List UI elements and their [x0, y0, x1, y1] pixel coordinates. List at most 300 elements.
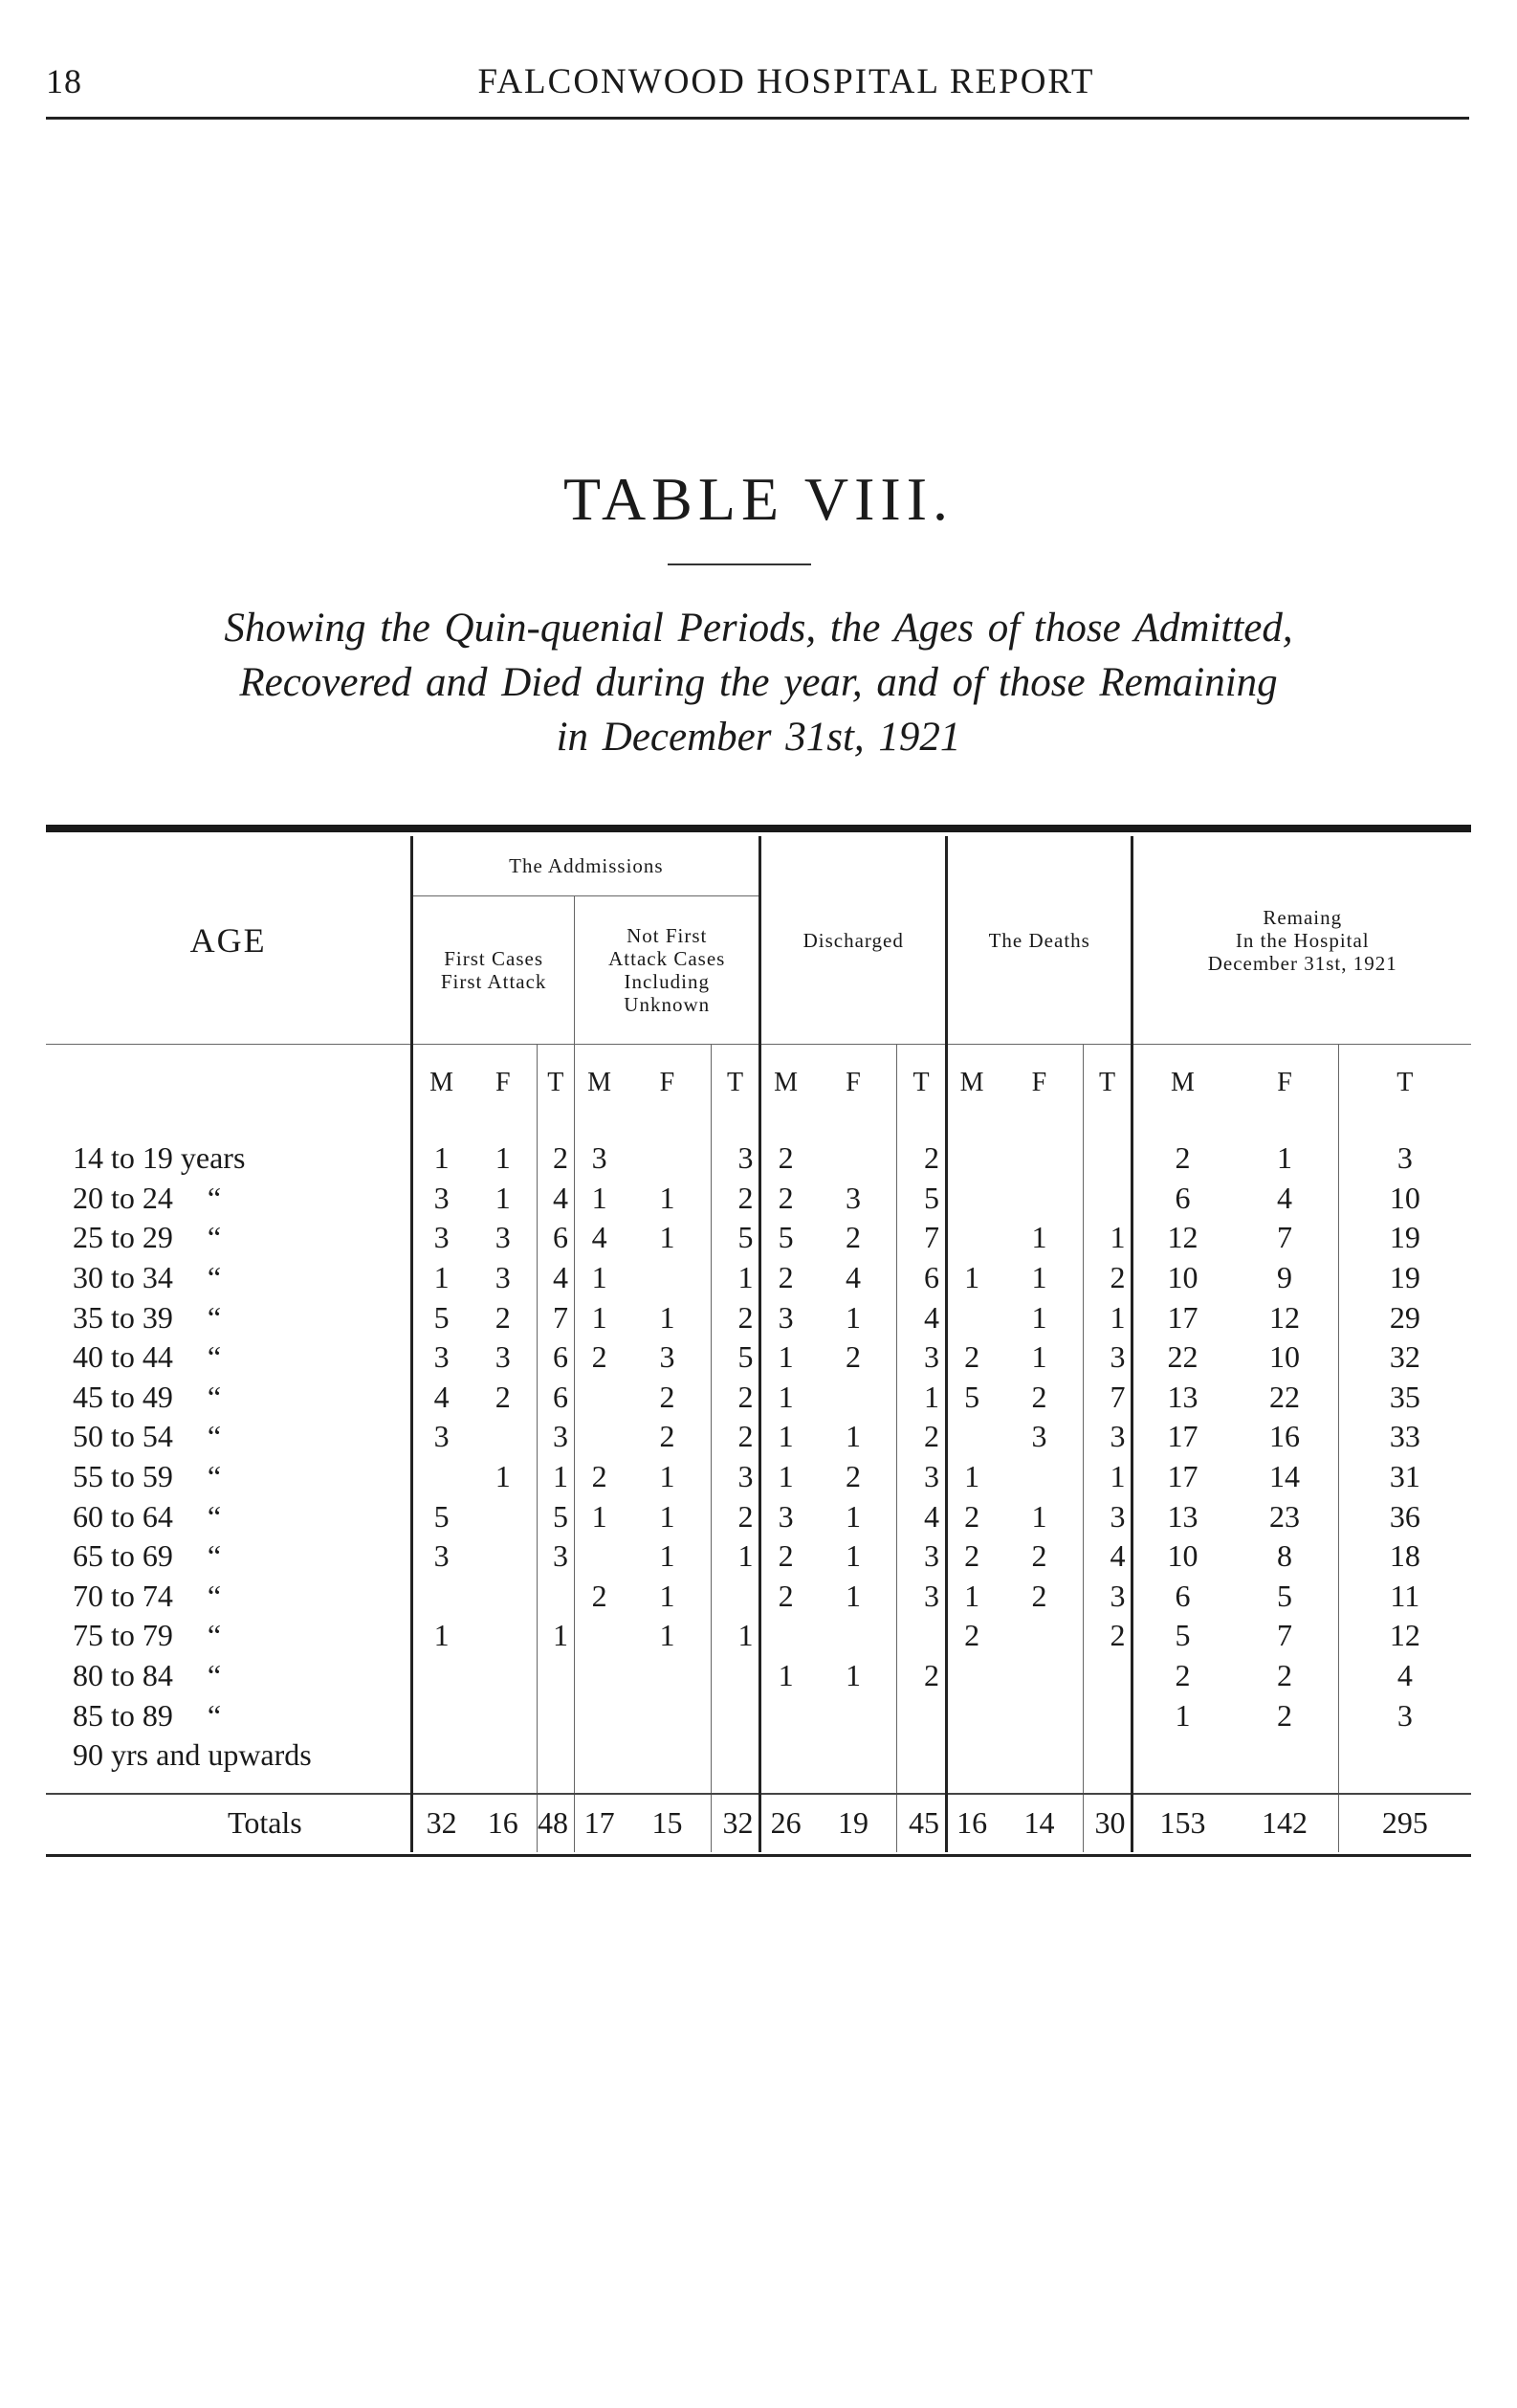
cell-notfirst-m	[574, 1695, 624, 1735]
cell-notfirst-m: 1	[574, 1496, 624, 1536]
age-cell	[46, 1656, 412, 1696]
cell-deaths-m	[946, 1656, 996, 1696]
cell-deaths-t: 30	[1083, 1794, 1132, 1852]
cell-remaining-m: 2	[1132, 1656, 1231, 1696]
cell-first-t: 6	[537, 1218, 574, 1258]
ditto-mark: “	[207, 1697, 222, 1733]
cell-deaths-t: 3	[1083, 1577, 1132, 1617]
table-row	[46, 1577, 1471, 1617]
cell-first-f: 1	[495, 1459, 511, 1494]
cell-notfirst-m	[574, 1735, 624, 1776]
table-row	[46, 1179, 1471, 1219]
cell-discharged-f: 1	[845, 1658, 861, 1693]
col-t: T	[537, 1045, 574, 1122]
cell-remaining-f: 16	[1269, 1419, 1301, 1454]
col-t: T	[1338, 1045, 1471, 1122]
col-t: T	[711, 1045, 760, 1122]
cell-deaths-f: 1	[1031, 1339, 1047, 1375]
cell-discharged-f	[810, 1138, 897, 1179]
cell-remaining-m: 2	[1132, 1138, 1231, 1179]
cell-deaths-t	[1083, 1656, 1132, 1696]
cell-first-t: 7	[537, 1297, 574, 1337]
age-range: 14 to 19 years	[73, 1140, 246, 1176]
cell-notfirst-f: 15	[624, 1794, 711, 1852]
cell-first-m: 5	[412, 1496, 470, 1536]
cell-remaining-m: 1	[1132, 1695, 1231, 1735]
cell-notfirst-f: 2	[659, 1419, 675, 1454]
cell-deaths-m: 1	[946, 1457, 996, 1497]
cell-remaining-m: 17	[1132, 1457, 1231, 1497]
cell-first-m: 1	[412, 1616, 470, 1656]
ditto-mark: “	[207, 1260, 222, 1295]
cell-first-m: 3	[412, 1218, 470, 1258]
cell-first-f	[470, 1695, 537, 1735]
cell-deaths-f: 3	[1031, 1419, 1047, 1454]
cell-first-f: 16	[470, 1794, 537, 1852]
title-rule	[668, 563, 811, 565]
cell-first-t: 48	[537, 1794, 574, 1852]
ditto-mark: “	[207, 1339, 222, 1375]
col-m: M	[412, 1045, 470, 1122]
col-f: F	[659, 1068, 675, 1097]
cell-remaining-t: 4	[1338, 1656, 1471, 1696]
ditto-mark: “	[207, 1459, 222, 1494]
age-range: 60 to 64	[73, 1498, 173, 1534]
cell-deaths-t: 1	[1083, 1297, 1132, 1337]
cell-discharged-m: 2	[760, 1179, 810, 1219]
remaining-header	[1132, 836, 1471, 1045]
cell-remaining-m: 10	[1132, 1258, 1231, 1298]
cell-notfirst-f: 2	[659, 1379, 675, 1414]
cell-remaining-f: 2	[1277, 1658, 1293, 1693]
cell-deaths-m: 2	[946, 1616, 996, 1656]
cell-first-f: 3	[495, 1339, 511, 1375]
cell-notfirst-t: 5	[711, 1218, 760, 1258]
table-row	[46, 1616, 1471, 1656]
table-row	[46, 1258, 1471, 1298]
cell-deaths-m	[946, 1179, 996, 1219]
table-row	[46, 1536, 1471, 1577]
cell-discharged-t	[897, 1735, 947, 1776]
age-cell	[46, 1378, 412, 1418]
cell-notfirst-f	[624, 1695, 711, 1735]
cell-remaining-t: 3	[1338, 1138, 1471, 1179]
cell-remaining-m: 13	[1132, 1378, 1231, 1418]
cell-remaining-t: 32	[1338, 1337, 1471, 1378]
cell-first-t: 3	[537, 1417, 574, 1457]
cell-first-f: 2	[495, 1299, 511, 1335]
cell-notfirst-m: 2	[574, 1457, 624, 1497]
cell-remaining-t: 18	[1338, 1536, 1471, 1577]
cell-remaining-f: 8	[1277, 1538, 1293, 1574]
cell-remaining-t: 36	[1338, 1496, 1471, 1536]
cell-remaining-m: 5	[1132, 1616, 1231, 1656]
cell-discharged-m: 3	[760, 1297, 810, 1337]
cell-remaining-f: 22	[1269, 1379, 1301, 1414]
cell-notfirst-f: 1	[659, 1459, 675, 1494]
cell-discharged-m: 1	[760, 1378, 810, 1418]
cell-deaths-m: 2	[946, 1496, 996, 1536]
age-cell	[46, 1218, 412, 1258]
cell-remaining-f: 1	[1277, 1140, 1293, 1176]
cell-discharged-t	[897, 1695, 947, 1735]
age-range: 50 to 54	[73, 1419, 173, 1454]
cell-notfirst-f: 1	[659, 1578, 675, 1613]
cell-remaining-m: 13	[1132, 1496, 1231, 1536]
cell-first-m	[412, 1695, 470, 1735]
cell-remaining-f: 5	[1277, 1578, 1293, 1613]
cell-deaths-f: 2	[1031, 1578, 1047, 1613]
group-header-row	[46, 836, 1471, 896]
cell-discharged-f: 4	[845, 1260, 861, 1295]
cell-remaining-f: 7	[1277, 1220, 1293, 1255]
cell-deaths-t: 2	[1083, 1258, 1132, 1298]
cell-first-t: 5	[537, 1496, 574, 1536]
cell-remaining-t: 35	[1338, 1378, 1471, 1418]
age-cell	[46, 1577, 412, 1617]
cell-deaths-t: 1	[1083, 1457, 1132, 1497]
cell-discharged-m	[760, 1695, 810, 1735]
age-range: 40 to 44	[73, 1339, 173, 1375]
cell-notfirst-t: 2	[711, 1378, 760, 1418]
cell-discharged-f	[810, 1378, 897, 1418]
cell-remaining-m: 12	[1132, 1218, 1231, 1258]
cell-first-f	[470, 1577, 537, 1617]
cell-discharged-t: 4	[897, 1297, 947, 1337]
cell-remaining-f: 14	[1269, 1459, 1301, 1494]
ditto-mark: “	[207, 1379, 222, 1414]
cell-discharged-t	[897, 1616, 947, 1656]
cell-first-t: 1	[537, 1616, 574, 1656]
table-title: TABLE VIII.	[562, 465, 955, 533]
cell-notfirst-t	[711, 1577, 760, 1617]
age-subheader-blank	[46, 1045, 412, 1122]
cell-first-t	[537, 1577, 574, 1617]
cell-discharged-f: 1	[845, 1538, 861, 1574]
cell-discharged-m: 2	[760, 1577, 810, 1617]
cell-first-f	[470, 1735, 537, 1776]
age-range: 65 to 69	[73, 1538, 173, 1574]
cell-remaining-m: 6	[1132, 1577, 1231, 1617]
cell-remaining-f: 2	[1277, 1697, 1293, 1733]
cell-first-m: 4	[412, 1378, 470, 1418]
cell-deaths-m	[946, 1695, 996, 1735]
table-row	[46, 1496, 1471, 1536]
cell-notfirst-f: 1	[659, 1498, 675, 1534]
cell-notfirst-t: 3	[711, 1457, 760, 1497]
cell-discharged-t: 2	[897, 1417, 947, 1457]
cell-first-t: 6	[537, 1378, 574, 1418]
not-first-header	[574, 896, 760, 1045]
cell-notfirst-f: 1	[659, 1538, 675, 1574]
cell-discharged-m: 1	[760, 1417, 810, 1457]
age-cell	[46, 1695, 412, 1735]
cell-remaining-t: 19	[1338, 1258, 1471, 1298]
spacer-row	[46, 1776, 1471, 1794]
cell-first-f: 3	[495, 1260, 511, 1295]
cell-first-f	[470, 1536, 537, 1577]
cell-discharged-t: 3	[897, 1536, 947, 1577]
cell-notfirst-f	[624, 1735, 711, 1776]
age-range: 45 to 49	[73, 1379, 173, 1414]
cell-notfirst-f	[624, 1258, 711, 1298]
ditto-mark: “	[207, 1538, 222, 1574]
age-range: 80 to 84	[73, 1658, 173, 1693]
col-f: F	[846, 1068, 861, 1097]
cell-deaths-m: 1	[946, 1258, 996, 1298]
not-first-line-2: Attack Cases	[608, 947, 726, 970]
cell-remaining-t	[1338, 1735, 1471, 1776]
ditto-mark: “	[207, 1419, 222, 1454]
cell-discharged-f: 1	[845, 1419, 861, 1454]
cell-discharged-t: 5	[897, 1179, 947, 1219]
cell-discharged-m: 2	[760, 1138, 810, 1179]
cell-notfirst-m	[574, 1417, 624, 1457]
cell-discharged-f: 19	[810, 1794, 897, 1852]
age-cell	[46, 1297, 412, 1337]
cell-remaining-m	[1132, 1735, 1231, 1776]
cell-first-f: 1	[495, 1140, 511, 1176]
table-row	[46, 1378, 1471, 1418]
cell-first-t: 3	[537, 1536, 574, 1577]
cell-notfirst-t	[711, 1735, 760, 1776]
cell-notfirst-t: 1	[711, 1616, 760, 1656]
age-range: 30 to 34	[73, 1260, 173, 1295]
col-t: T	[1083, 1045, 1132, 1122]
cell-first-m: 5	[412, 1297, 470, 1337]
cell-remaining-t: 33	[1338, 1417, 1471, 1457]
ditto-mark: “	[207, 1498, 222, 1534]
cell-discharged-t: 7	[897, 1218, 947, 1258]
cell-discharged-t: 45	[897, 1794, 947, 1852]
cell-first-t: 4	[537, 1258, 574, 1298]
not-first-line-1: Not First	[627, 924, 708, 947]
remaining-header-line-3: December 31st, 1921	[1207, 951, 1397, 975]
cell-first-t	[537, 1735, 574, 1776]
table-row	[46, 1138, 1471, 1179]
header-rule	[46, 117, 1469, 120]
cell-notfirst-t: 1	[711, 1536, 760, 1577]
age-cell	[46, 1337, 412, 1378]
admissions-header: The Addmissions	[412, 836, 760, 896]
cell-first-t: 6	[537, 1337, 574, 1378]
col-f: F	[1277, 1068, 1292, 1097]
cell-deaths-t: 3	[1083, 1417, 1132, 1457]
cell-notfirst-t: 5	[711, 1337, 760, 1378]
cell-first-m: 3	[412, 1179, 470, 1219]
cell-deaths-m	[946, 1417, 996, 1457]
cell-notfirst-f: 1	[659, 1618, 675, 1653]
first-cases-line-1: First Cases	[444, 947, 544, 970]
cell-deaths-t	[1083, 1735, 1132, 1776]
cell-discharged-f: 1	[845, 1498, 861, 1534]
running-title: FALCONWOOD HOSPITAL REPORT	[477, 62, 1095, 101]
cell-deaths-m: 2	[946, 1337, 996, 1378]
caption-line-2: Recovered and Died during the year, and of those Remaining	[239, 660, 1278, 705]
cell-deaths-t	[1083, 1695, 1132, 1735]
cell-deaths-t: 3	[1083, 1337, 1132, 1378]
cell-deaths-f	[996, 1179, 1083, 1219]
cell-first-m: 1	[412, 1138, 470, 1179]
cell-deaths-f	[996, 1138, 1083, 1179]
age-range: 70 to 74	[73, 1578, 173, 1613]
cell-notfirst-f: 1	[659, 1299, 675, 1335]
cell-remaining-t: 3	[1338, 1695, 1471, 1735]
cell-discharged-f: 2	[845, 1339, 861, 1375]
table-row	[46, 1457, 1471, 1497]
cell-notfirst-m	[574, 1656, 624, 1696]
cell-deaths-t: 3	[1083, 1496, 1132, 1536]
cell-notfirst-t: 2	[711, 1417, 760, 1457]
cell-first-f	[470, 1496, 537, 1536]
cell-notfirst-m: 2	[574, 1577, 624, 1617]
cell-notfirst-t: 32	[711, 1794, 760, 1852]
cell-notfirst-f	[624, 1138, 711, 1179]
age-range: 25 to 29	[73, 1220, 173, 1255]
cell-remaining-m: 22	[1132, 1337, 1231, 1378]
col-m: M	[946, 1045, 996, 1122]
cell-notfirst-t: 2	[711, 1496, 760, 1536]
cell-notfirst-f: 1	[659, 1220, 675, 1255]
cell-remaining-t: 19	[1338, 1218, 1471, 1258]
table-row	[46, 1337, 1471, 1378]
table-bottom-rule	[46, 1854, 1471, 1857]
cell-deaths-f: 2	[1031, 1379, 1047, 1414]
not-first-line-3: Including	[624, 970, 710, 993]
remaining-header-line-1: Remaing	[1263, 905, 1343, 929]
table-body	[46, 1121, 1471, 1852]
cell-notfirst-f	[624, 1656, 711, 1696]
cell-deaths-f	[996, 1616, 1083, 1656]
cell-discharged-f: 1	[845, 1578, 861, 1613]
table-caption	[38, 601, 1479, 764]
cell-remaining-t: 295	[1338, 1794, 1471, 1852]
age-cell	[46, 1496, 412, 1536]
table-row	[46, 1417, 1471, 1457]
ditto-mark: “	[207, 1180, 222, 1215]
cell-first-m: 3	[412, 1536, 470, 1577]
cell-remaining-f: 142	[1231, 1794, 1338, 1852]
cell-first-m	[412, 1656, 470, 1696]
cell-deaths-m: 16	[946, 1794, 996, 1852]
cell-discharged-t: 1	[897, 1378, 947, 1418]
cell-discharged-f	[810, 1735, 897, 1776]
cell-discharged-f: 1	[845, 1299, 861, 1335]
cell-notfirst-m: 1	[574, 1258, 624, 1298]
cell-remaining-f: 10	[1269, 1339, 1301, 1375]
cell-discharged-f	[810, 1695, 897, 1735]
table-row	[46, 1695, 1471, 1735]
cell-first-m	[412, 1577, 470, 1617]
age-range: 20 to 24	[73, 1180, 173, 1215]
cell-deaths-t: 4	[1083, 1536, 1132, 1577]
cell-first-m	[412, 1457, 470, 1497]
cell-remaining-t: 10	[1338, 1179, 1471, 1219]
age-cell	[46, 1735, 412, 1776]
cell-discharged-t: 2	[897, 1656, 947, 1696]
table-row	[46, 1297, 1471, 1337]
table-top-rule	[46, 825, 1471, 832]
cell-notfirst-m: 4	[574, 1218, 624, 1258]
cell-first-m: 32	[412, 1794, 470, 1852]
cell-deaths-m: 5	[946, 1378, 996, 1418]
cell-first-m: 1	[412, 1258, 470, 1298]
cell-deaths-m	[946, 1138, 996, 1179]
first-cases-line-2: First Attack	[440, 970, 547, 993]
cell-notfirst-f: 3	[659, 1339, 675, 1375]
age-cell	[46, 1258, 412, 1298]
cell-discharged-t: 2	[897, 1138, 947, 1179]
cell-remaining-m: 6	[1132, 1179, 1231, 1219]
table-row	[46, 1735, 1471, 1776]
table-row	[46, 1218, 1471, 1258]
cell-first-m: 3	[412, 1417, 470, 1457]
cell-discharged-f: 2	[845, 1220, 861, 1255]
cell-remaining-f	[1231, 1735, 1338, 1776]
cell-remaining-m: 17	[1132, 1417, 1231, 1457]
cell-deaths-m: 2	[946, 1536, 996, 1577]
cell-deaths-t: 1	[1083, 1218, 1132, 1258]
not-first-line-4: Unknown	[624, 993, 711, 1016]
page-number: 18	[46, 62, 82, 100]
caption-line-1: Showing the Quin-quenial Periods, the Ages of those Admitted,	[224, 606, 1293, 651]
cell-discharged-m	[760, 1616, 810, 1656]
cell-remaining-t: 29	[1338, 1297, 1471, 1337]
age-range: 90 yrs and upwards	[73, 1737, 312, 1773]
cell-deaths-t	[1083, 1138, 1132, 1179]
cell-remaining-f: 9	[1277, 1260, 1293, 1295]
age-range: 85 to 89	[73, 1697, 173, 1733]
col-f: F	[495, 1068, 511, 1097]
col-f: F	[1031, 1068, 1047, 1097]
cell-deaths-m	[946, 1218, 996, 1258]
page-header	[46, 57, 1469, 105]
cell-discharged-t: 3	[897, 1577, 947, 1617]
col-m: M	[760, 1045, 810, 1122]
cell-deaths-f	[996, 1735, 1083, 1776]
table-row	[46, 1656, 1471, 1696]
cell-discharged-m: 1	[760, 1457, 810, 1497]
cell-deaths-f: 1	[1031, 1299, 1047, 1335]
cell-deaths-t	[1083, 1179, 1132, 1219]
cell-discharged-m: 3	[760, 1496, 810, 1536]
cell-discharged-m: 1	[760, 1337, 810, 1378]
data-table	[46, 836, 1471, 1852]
cell-discharged-m: 2	[760, 1258, 810, 1298]
cell-discharged-f	[810, 1616, 897, 1656]
cell-notfirst-t: 1	[711, 1258, 760, 1298]
cell-deaths-f: 1	[1031, 1220, 1047, 1255]
age-cell	[46, 1138, 412, 1179]
cell-remaining-f: 7	[1277, 1618, 1293, 1653]
cell-discharged-m: 26	[760, 1794, 810, 1852]
cell-notfirst-m	[574, 1536, 624, 1577]
age-range: 35 to 39	[73, 1299, 173, 1335]
cell-discharged-m: 5	[760, 1218, 810, 1258]
cell-first-t	[537, 1656, 574, 1696]
totals-label: Totals	[46, 1794, 412, 1852]
cell-first-f: 2	[495, 1379, 511, 1414]
age-cell	[46, 1616, 412, 1656]
cell-remaining-f: 23	[1269, 1498, 1301, 1534]
cell-notfirst-f: 1	[659, 1180, 675, 1215]
totals-row	[46, 1794, 1471, 1852]
cell-first-t: 2	[537, 1138, 574, 1179]
cell-remaining-m: 10	[1132, 1536, 1231, 1577]
ditto-mark: “	[207, 1658, 222, 1693]
cell-discharged-t: 4	[897, 1496, 947, 1536]
spacer-row	[46, 1121, 1471, 1138]
